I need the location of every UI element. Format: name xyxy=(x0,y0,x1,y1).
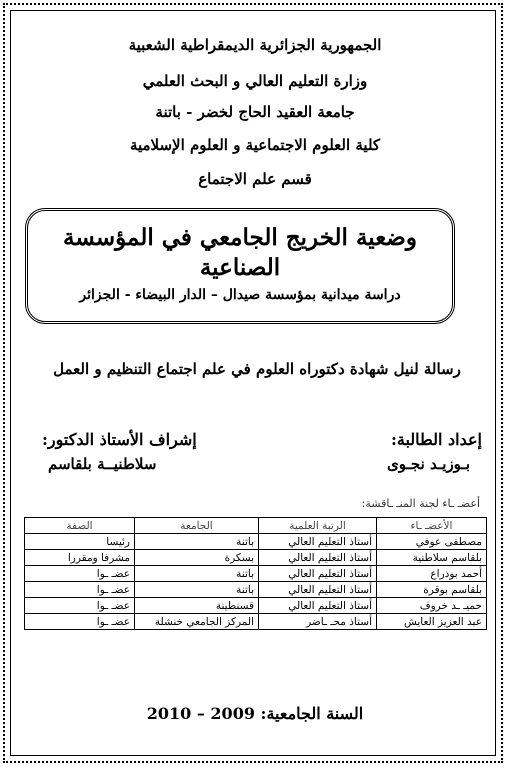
member-role: عضـ ـوا xyxy=(25,566,135,582)
member-role: رئيسا xyxy=(25,534,135,550)
thesis-degree: رسالة لنيل شهادة دكتوراه العلوم في علم اجتماع التنظيم و العمل xyxy=(53,360,461,378)
header-faculty: كلية العلوم الاجتماعية و العلوم الإسلامية xyxy=(129,136,381,154)
member-role: عضـ ـوا xyxy=(25,614,135,630)
thesis-subtitle: دراسة ميدانية بمؤسسة صيدال – الدار البيضاء - الجزائر xyxy=(79,287,401,303)
member-name: أحمد بوذراع xyxy=(377,566,487,582)
prepared-by-label: إعداد الطالبة: xyxy=(390,430,482,449)
member-university: باتنة xyxy=(135,566,259,582)
column-header-university: الجامعة xyxy=(135,518,259,534)
header-republic: الجمهورية الجزائرية الديمقراطية الشعبية xyxy=(128,36,382,54)
member-name: عبد العزيز العايش xyxy=(377,614,487,630)
title-box xyxy=(25,208,455,324)
member-rank: أستاذ التعليم العالي xyxy=(259,534,377,550)
table-header-row xyxy=(25,518,487,534)
table-row xyxy=(25,598,487,614)
member-rank: أستاذ محـ ـاضر xyxy=(259,614,377,630)
member-rank: أستاذ التعليم العالي xyxy=(259,598,377,614)
committee-title: أعضـ ـاء لجنة المنـ ـاقشة: xyxy=(361,497,480,510)
member-name: بلقاسم بوقرة xyxy=(377,582,487,598)
member-name: مصطفى عوفي xyxy=(377,534,487,550)
header-ministry: وزارة التعليم العالي و البحث العلمي xyxy=(142,72,368,90)
table-row xyxy=(25,550,487,566)
member-university: المركز الجامعي خنشلة xyxy=(135,614,259,630)
header-department: قسم علم الاجتماع xyxy=(198,170,312,188)
member-university: قسنطينة xyxy=(135,598,259,614)
supervisor-label: إشراف الأستاذ الدكتور: xyxy=(42,430,197,449)
header-university: جامعة العقيد الحاج لخضر - باتنة xyxy=(155,103,355,121)
member-rank: أستاذ التعليم العالي xyxy=(259,582,377,598)
table-row xyxy=(25,534,487,550)
member-university: بسكرة xyxy=(135,550,259,566)
table-row xyxy=(25,566,487,582)
column-header-member: الأعضـ ـاء xyxy=(377,518,487,534)
member-name: بلقاسم سلاطنية xyxy=(377,550,487,566)
academic-year-value: 2009 – 2010 xyxy=(146,704,255,723)
thesis-title: وضعية الخريج الجامعي في المؤسسة الصناعية xyxy=(63,224,417,281)
member-university: باتنة xyxy=(135,582,259,598)
column-header-role: الصفة xyxy=(25,518,135,534)
member-role: مشرفا ومقررا xyxy=(25,550,135,566)
academic-year xyxy=(0,704,510,723)
table-row xyxy=(25,614,487,630)
member-university: باتنة xyxy=(135,534,259,550)
academic-year-label: السنة الجامعية: xyxy=(260,704,364,723)
member-rank: أستاذ التعليم العالي xyxy=(259,566,377,582)
member-role: عضـ ـوا xyxy=(25,598,135,614)
committee-table xyxy=(24,517,487,630)
member-rank: أستاذ التعليم العالي xyxy=(259,550,377,566)
member-role: عضـ ـوا xyxy=(25,582,135,598)
table-row xyxy=(25,582,487,598)
student-name: بـوزيـد نجـوى xyxy=(387,455,470,473)
supervisor-name: سلاطنيــة بلقاسم xyxy=(48,455,157,473)
member-name: حميـ ـد خروف xyxy=(377,598,487,614)
column-header-rank: الرتبة العلمية xyxy=(259,518,377,534)
